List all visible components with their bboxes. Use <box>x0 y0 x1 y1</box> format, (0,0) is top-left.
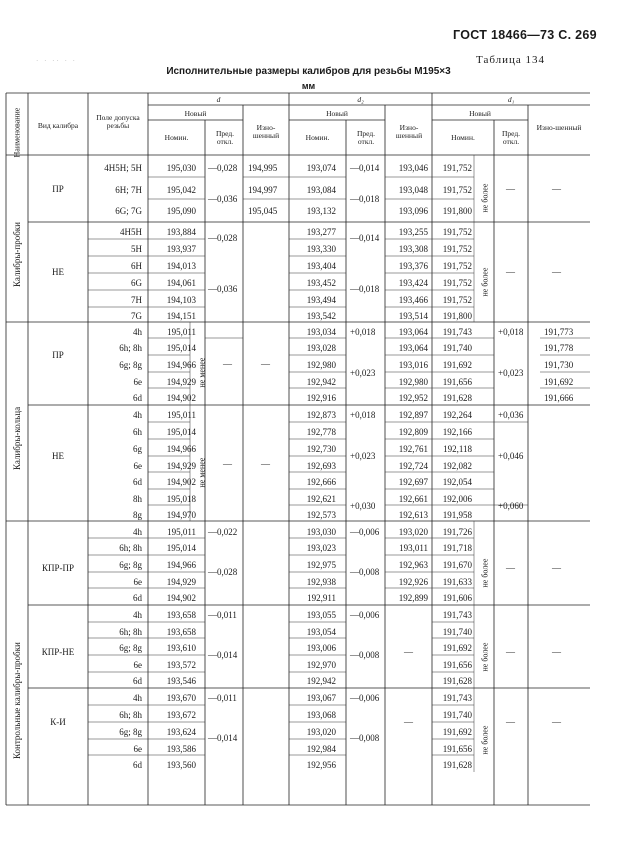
tolerance-field: 6g; 8g <box>119 727 142 737</box>
tolerance-field: 6g; 8g <box>119 560 142 570</box>
dash: — <box>506 647 515 657</box>
d1-nominal: 191,752 <box>442 295 472 305</box>
tolerance-field: 7H <box>131 295 142 305</box>
d2-deviation: +0,018 <box>350 410 376 420</box>
d-nominal: 195,014 <box>166 343 196 353</box>
d-nominal: 193,624 <box>166 727 196 737</box>
d2-worn: 193,514 <box>398 311 428 321</box>
dash: — <box>506 267 515 277</box>
d2-nominal: 192,730 <box>306 444 336 454</box>
d2-nominal: 193,452 <box>306 278 336 288</box>
d-deviation: —0,011 <box>208 693 237 703</box>
d1-nominal: 191,633 <box>442 577 472 587</box>
d1-nominal: 191,752 <box>442 244 472 254</box>
d1-deviation: +0,046 <box>498 451 524 461</box>
d-nominal: 193,670 <box>166 693 196 703</box>
d2-nominal: 192,984 <box>306 744 336 754</box>
dash: — <box>506 563 515 573</box>
tolerance-field: 6e <box>133 377 142 387</box>
nominal-header: Номин. <box>305 133 330 142</box>
d-nominal: 195,011 <box>167 527 196 537</box>
d2-worn: 192,897 <box>398 410 428 420</box>
page-fragment: · · ·· · · <box>36 57 77 65</box>
d2-worn: 192,809 <box>398 427 428 437</box>
d2-deviation: —0,006 <box>350 610 380 620</box>
new-header: Новый <box>469 109 491 118</box>
table-title: Исполнительные размеры калибров для резьбы М195×3 <box>166 66 451 77</box>
tolerance-field: 4h <box>133 327 142 337</box>
tolerance-field: 8g <box>133 510 142 520</box>
d2-nominal: 193,034 <box>306 327 336 337</box>
d2-worn: 192,899 <box>398 593 428 603</box>
d2-nominal: 192,573 <box>306 510 336 520</box>
d1-nominal: 191,800 <box>442 206 472 216</box>
d2-worn: 193,016 <box>398 360 428 370</box>
d1-nominal: 191,752 <box>442 227 472 237</box>
d1-nominal: 191,743 <box>442 693 472 703</box>
d-nominal: 195,090 <box>166 206 196 216</box>
tolerance-field: 6H <box>131 261 142 271</box>
d2-nominal: 192,873 <box>306 410 336 420</box>
d2-nominal: 193,277 <box>306 227 336 237</box>
d-nominal: 194,902 <box>166 593 196 603</box>
d-nominal: 193,586 <box>166 744 196 754</box>
worn-header: Изно-шенный <box>536 123 582 132</box>
d-deviation: —0,036 <box>208 194 238 204</box>
d1-nominal: 191,740 <box>442 343 472 353</box>
d2-worn: 192,613 <box>398 510 428 520</box>
tolerance-field: 6d <box>133 477 142 487</box>
d-nominal: 193,546 <box>166 676 196 686</box>
d1-deviation: +0,023 <box>498 368 524 378</box>
pred-otkl-header: Пред. откл. <box>215 129 235 146</box>
tolerance-field: 4H5H; 5H <box>104 163 142 173</box>
d-nominal: 194,966 <box>166 360 196 370</box>
d2-worn: 192,952 <box>398 393 428 403</box>
d2-worn: 193,048 <box>398 185 428 195</box>
tolerance-field: 6G <box>131 278 142 288</box>
d-nominal: 194,151 <box>166 311 196 321</box>
d-deviation: —0,028 <box>208 163 238 173</box>
tolerance-field: 4h <box>133 610 142 620</box>
d-worn: 195,045 <box>248 206 278 216</box>
d-nominal: 194,929 <box>166 377 196 387</box>
d-nominal: 194,966 <box>166 444 196 454</box>
d-nominal: 195,011 <box>167 410 196 420</box>
dash: — <box>404 647 413 657</box>
d2-worn: 192,724 <box>398 461 428 471</box>
tolerance-field: 6e <box>133 660 142 670</box>
d2-nominal: 193,054 <box>306 627 336 637</box>
d2-nominal: 193,023 <box>306 543 336 553</box>
d2-nominal: 193,067 <box>306 693 336 703</box>
d2-nominal: 193,330 <box>306 244 336 254</box>
pred-otkl-header: Пред. откл. <box>501 129 521 146</box>
group-label: Калибры-пробки <box>12 222 22 287</box>
d-nominal: 194,902 <box>166 477 196 487</box>
d2-worn: 193,064 <box>398 343 428 353</box>
d2-worn: 192,980 <box>398 377 428 387</box>
d2-deviation: —0,008 <box>350 650 380 660</box>
d1-worn: 191,778 <box>544 343 574 353</box>
d1-nominal: 191,800 <box>442 311 472 321</box>
d2-deviation: —0,018 <box>350 194 380 204</box>
nominal-header: Номин. <box>164 133 189 142</box>
d-deviation: —0,028 <box>208 233 238 243</box>
tolerance-field: 6g; 8g <box>119 360 142 370</box>
d1-nominal: 191,752 <box>442 163 472 173</box>
worn-header: Изно-шенный <box>252 123 280 140</box>
new-header: Новый <box>184 109 207 118</box>
table-label: Таблица 134 <box>476 54 546 66</box>
d-deviation: —0,022 <box>208 527 238 537</box>
d2-nominal: 192,621 <box>306 494 336 504</box>
d1-nominal: 192,264 <box>442 410 472 420</box>
d2-nominal: 192,956 <box>306 760 336 770</box>
d1-nominal: 191,740 <box>442 710 472 720</box>
d1-nominal: 192,118 <box>443 444 472 454</box>
unit-label: мм <box>301 81 316 91</box>
dash: — <box>552 184 561 194</box>
d-deviation: —0,028 <box>208 567 238 577</box>
d2-deviation: +0,030 <box>350 501 376 511</box>
d1-nominal: 191,726 <box>442 527 472 537</box>
d1-nominal: 191,628 <box>442 676 472 686</box>
tolerance-field: 6d <box>133 393 142 403</box>
gauge-type: КПР-НЕ <box>41 647 75 657</box>
tolerance-field: 6d <box>133 760 142 770</box>
tolerance-field: 6e <box>133 744 142 754</box>
d1-nominal: 191,656 <box>442 660 472 670</box>
d1-nominal: 191,628 <box>442 760 472 770</box>
column-tolerance-header: Поле допуска резьбы <box>96 113 140 130</box>
group-label: Контрольные калибры-пробки <box>12 642 22 759</box>
d1-deviation: +0,036 <box>498 410 524 420</box>
d-nominal: 194,929 <box>166 461 196 471</box>
d1-nominal: 191,606 <box>442 593 472 603</box>
dash: — <box>552 717 561 727</box>
d1-nominal: 191,740 <box>442 627 472 637</box>
nominal-header: Номин. <box>451 133 475 142</box>
d-nominal: 194,929 <box>166 577 196 587</box>
d2-nominal: 193,404 <box>306 261 336 271</box>
d2-worn: 192,661 <box>398 494 428 504</box>
d1-nominal: 192,006 <box>442 494 472 504</box>
d-nominal: 193,610 <box>166 643 196 653</box>
d1-worn: 191,773 <box>544 327 574 337</box>
d1-nominal: 191,692 <box>442 360 472 370</box>
d2-deviation: —0,014 <box>350 233 380 243</box>
tolerance-field: 6G; 7G <box>115 206 142 216</box>
d2-worn: 192,926 <box>398 577 428 587</box>
dash: — <box>261 359 270 369</box>
d2-deviation: +0,018 <box>350 327 376 337</box>
d2-nominal: 192,693 <box>306 461 336 471</box>
d2-nominal: 192,980 <box>306 360 336 370</box>
dash: — <box>506 184 515 194</box>
d2-nominal: 192,975 <box>306 560 336 570</box>
worn-header: Изно-шенный <box>395 123 423 140</box>
gauge-type: ПР <box>52 184 64 194</box>
d2-nominal: 192,911 <box>307 593 336 603</box>
d2-worn: 193,046 <box>398 163 428 173</box>
d2-deviation: —0,018 <box>350 284 380 294</box>
tolerance-field: 6h; 8h <box>119 543 142 553</box>
d-nominal: 194,970 <box>166 510 196 520</box>
tolerance-field: 4H5H <box>120 227 142 237</box>
d2-nominal: 192,938 <box>306 577 336 587</box>
d2-deviation: —0,006 <box>350 693 380 703</box>
d2-worn: 193,424 <box>398 278 428 288</box>
d1-nominal: 191,743 <box>442 327 472 337</box>
tolerance-field: 6h; 8h <box>119 710 142 720</box>
d2-nominal: 193,542 <box>306 311 336 321</box>
gauge-type: НЕ <box>52 451 64 461</box>
dash: — <box>404 717 413 727</box>
d-nominal: 195,011 <box>167 327 196 337</box>
ne-bolee-note: не более <box>480 725 490 755</box>
d2-nominal: 193,132 <box>306 206 336 216</box>
column-name-header: Наименование <box>12 107 22 158</box>
ne-bolee-note: не более <box>480 642 490 672</box>
d2-worn: 193,466 <box>398 295 428 305</box>
d1-nominal: 191,656 <box>442 377 472 387</box>
d1-nominal: 191,692 <box>442 643 472 653</box>
tolerance-field: 7G <box>131 311 142 321</box>
d2-worn: 193,011 <box>399 543 428 553</box>
d-deviation: —0,014 <box>208 650 238 660</box>
tolerance-field: 5H <box>131 244 142 254</box>
d2-worn: 193,096 <box>398 206 428 216</box>
d-nominal: 195,018 <box>166 494 196 504</box>
d2-deviation: —0,008 <box>350 733 380 743</box>
d1-nominal: 191,692 <box>442 727 472 737</box>
d-deviation: —0,036 <box>208 284 238 294</box>
d2-nominal: 192,970 <box>306 660 336 670</box>
d2-worn: 193,308 <box>398 244 428 254</box>
d-nominal: 194,902 <box>166 393 196 403</box>
ne-bolee-note: не более <box>480 183 490 213</box>
dash: — <box>506 717 515 727</box>
column-d-header: d <box>216 95 221 104</box>
d-nominal: 194,061 <box>166 278 196 288</box>
d2-nominal: 193,006 <box>306 643 336 653</box>
d-nominal: 194,013 <box>166 261 196 271</box>
dash: — <box>261 459 270 469</box>
ne-bolee-note: не более <box>480 558 490 588</box>
d-nominal: 193,672 <box>166 710 196 720</box>
d-worn: 194,995 <box>248 163 278 173</box>
d2-worn: 192,761 <box>398 444 428 454</box>
d1-nominal: 192,082 <box>442 461 472 471</box>
ne-bolee-note: не более <box>480 267 490 297</box>
d-nominal: 193,560 <box>166 760 196 770</box>
d2-deviation: —0,006 <box>350 527 380 537</box>
d2-deviation: +0,023 <box>350 451 376 461</box>
d1-deviation: +0,018 <box>498 327 524 337</box>
d1-worn: 191,666 <box>544 393 574 403</box>
d1-nominal: 191,718 <box>442 543 472 553</box>
gauge-type: ПР <box>52 350 64 360</box>
tolerance-field: 6h <box>133 427 142 437</box>
d2-nominal: 193,020 <box>306 727 336 737</box>
d-nominal: 193,658 <box>166 610 196 620</box>
d-nominal: 194,103 <box>166 295 196 305</box>
gauge-type: НЕ <box>52 267 64 277</box>
d1-nominal: 192,054 <box>442 477 472 487</box>
tolerance-field: 6h; 8h <box>119 343 142 353</box>
gauge-type: КПР-ПР <box>41 563 74 573</box>
d2-worn: 193,064 <box>398 327 428 337</box>
d2-worn: 192,963 <box>398 560 428 570</box>
d1-nominal: 192,166 <box>442 427 472 437</box>
tolerance-field: 4h <box>133 527 142 537</box>
d2-deviation: +0,023 <box>350 368 376 378</box>
d2-worn: 193,020 <box>398 527 428 537</box>
dash: — <box>552 267 561 277</box>
d-nominal: 195,030 <box>166 163 196 173</box>
column-d2-header: d₂ <box>357 95 364 104</box>
d-nominal: 195,014 <box>166 427 196 437</box>
d2-nominal: 193,028 <box>306 343 336 353</box>
d2-nominal: 193,084 <box>306 185 336 195</box>
d1-nominal: 191,752 <box>442 278 472 288</box>
pred-otkl-header: Пред. откл. <box>356 129 376 146</box>
d1-worn: 191,730 <box>544 360 574 370</box>
ne-menee-note: не менее <box>197 457 207 488</box>
d-nominal: 193,884 <box>166 227 196 237</box>
ne-menee-note: не менее <box>197 357 207 388</box>
d-nominal: 194,966 <box>166 560 196 570</box>
dash: — <box>552 647 561 657</box>
d-nominal: 195,042 <box>166 185 196 195</box>
d1-deviation: +0,060 <box>498 501 524 511</box>
d2-nominal: 192,942 <box>306 377 336 387</box>
tolerance-field: 6g <box>133 444 142 454</box>
d2-nominal: 193,074 <box>306 163 336 173</box>
group-label: Калибры-кольца <box>12 406 22 470</box>
d2-worn: 193,255 <box>398 227 428 237</box>
tolerance-field: 6e <box>133 461 142 471</box>
d-nominal: 193,937 <box>166 244 196 254</box>
d2-nominal: 192,942 <box>306 676 336 686</box>
dash: — <box>223 459 232 469</box>
tolerance-field: 8h <box>133 494 142 504</box>
d2-deviation: —0,014 <box>350 163 380 173</box>
tolerance-field: 6h; 8h <box>119 627 142 637</box>
tolerance-field: 6d <box>133 593 142 603</box>
column-d1-header: d₁ <box>507 95 515 104</box>
tolerance-field: 4h <box>133 410 142 420</box>
d2-nominal: 193,030 <box>306 527 336 537</box>
d2-worn: 192,697 <box>398 477 428 487</box>
d2-nominal: 193,055 <box>306 610 336 620</box>
d2-nominal: 192,666 <box>306 477 336 487</box>
column-type-header: Вид калибра <box>37 121 79 130</box>
d-nominal: 193,658 <box>166 627 196 637</box>
tolerance-field: 4h <box>133 693 142 703</box>
new-header: Новый <box>326 109 348 118</box>
tolerance-field: 6d <box>133 676 142 686</box>
d1-nominal: 191,752 <box>442 185 472 195</box>
dash: — <box>552 563 561 573</box>
d2-nominal: 193,068 <box>306 710 336 720</box>
d1-nominal: 191,752 <box>442 261 472 271</box>
d2-worn: 193,376 <box>398 261 428 271</box>
d1-nominal: 191,628 <box>442 393 472 403</box>
d-nominal: 195,014 <box>166 543 196 553</box>
d1-nominal: 191,656 <box>442 744 472 754</box>
d-deviation: —0,014 <box>208 733 238 743</box>
d1-nominal: 191,958 <box>442 510 472 520</box>
d-deviation: —0,011 <box>208 610 237 620</box>
tolerance-field: 6g; 8g <box>119 643 142 653</box>
d1-nominal: 191,743 <box>442 610 472 620</box>
tolerance-field: 6e <box>133 577 142 587</box>
d2-nominal: 193,494 <box>306 295 336 305</box>
dash: — <box>223 359 232 369</box>
d-nominal: 193,572 <box>166 660 196 670</box>
gauge-type: К-И <box>50 717 66 727</box>
d2-nominal: 192,916 <box>306 393 336 403</box>
standard-header: ГОСТ 18466—73 С. 269 <box>453 28 597 42</box>
d1-nominal: 191,670 <box>442 560 472 570</box>
d2-deviation: —0,008 <box>350 567 380 577</box>
d2-nominal: 192,778 <box>306 427 336 437</box>
tolerance-field: 6H; 7H <box>115 185 142 195</box>
d-worn: 194,997 <box>248 185 278 195</box>
d1-worn: 191,692 <box>544 377 574 387</box>
